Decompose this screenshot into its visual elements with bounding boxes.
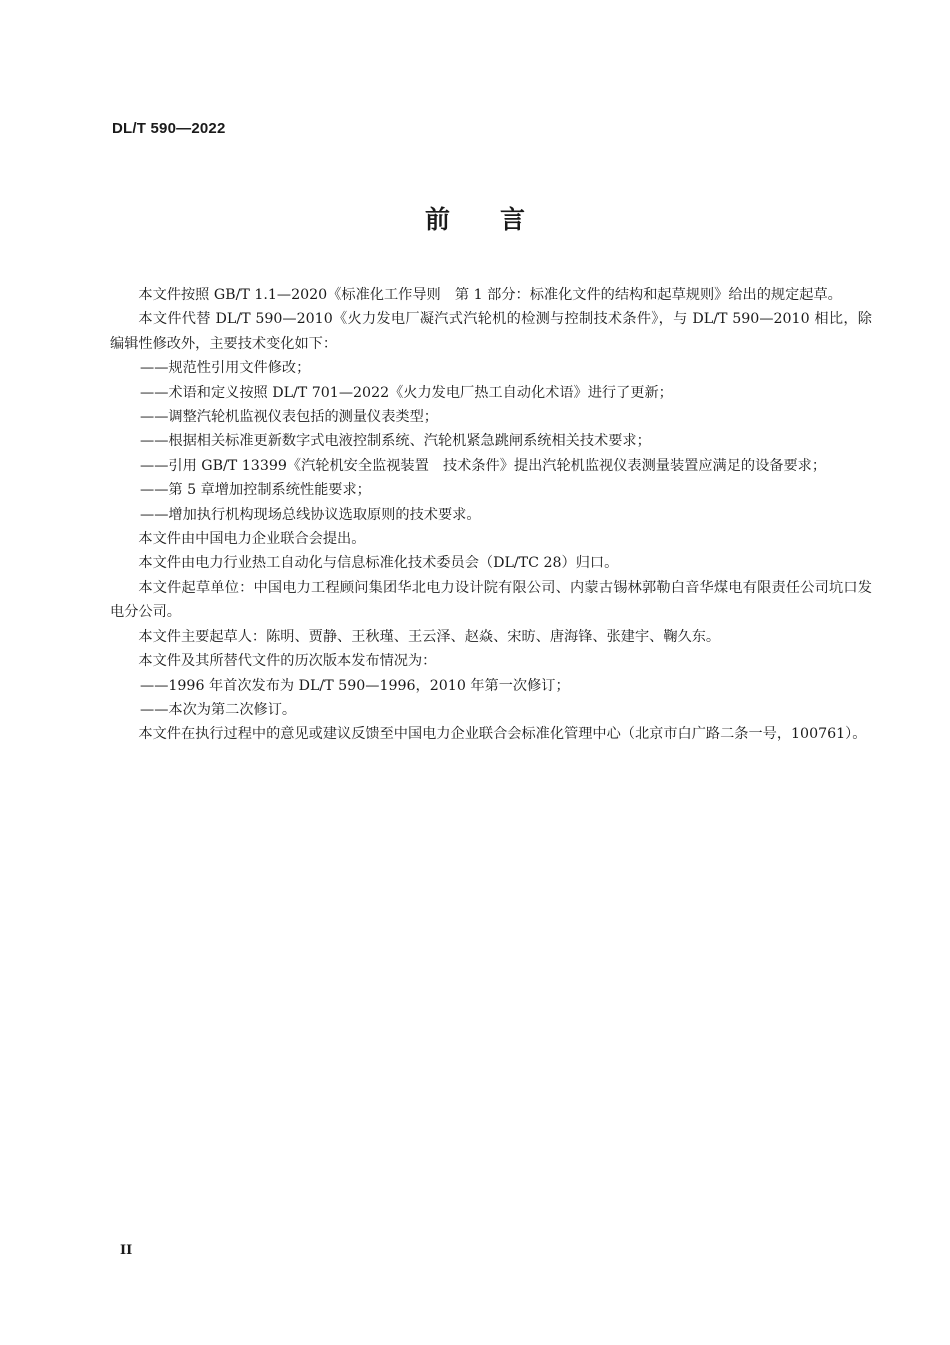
list-item: ——1996 年首次发布为 DL/T 590—1996，2010 年第一次修订； bbox=[140, 677, 570, 694]
list-item: ——本次为第二次修订。 bbox=[140, 701, 297, 718]
paragraph-committee: 本文件由电力行业热工自动化与信息标准化技术委员会（DL/TC 28）归口。 bbox=[138, 555, 619, 572]
paragraph-drafting-rules: 本文件按照 GB/T 1.1—2020《标准化工作导则 第 1 部分：标准化文件的结构和起草规则》给出的规定起草。 bbox=[138, 287, 842, 303]
page-title: 前言 bbox=[424, 205, 575, 234]
page-number: II bbox=[120, 1243, 133, 1258]
document-code: DL/T 590—2022 bbox=[112, 120, 226, 137]
list-item: ——根据相关标准更新数字式电液控制系统、汽轮机紧急跳闸系统相关技术要求； bbox=[140, 433, 651, 450]
list-item: ——增加执行机构现场总线协议选取原则的技术要求。 bbox=[140, 506, 481, 523]
list-item: ——第 5 章增加控制系统性能要求； bbox=[140, 482, 371, 499]
paragraph-proposer: 本文件由中国电力企业联合会提出。 bbox=[138, 531, 366, 548]
list-item: ——调整汽轮机监视仪表包括的测量仪表类型； bbox=[140, 409, 438, 426]
paragraph-drafters: 本文件主要起草人：陈明、贾静、王秋瑾、王云泽、赵焱、宋昉、唐海锋、张建宇、鞠久东。 bbox=[138, 628, 721, 645]
foreword-body bbox=[110, 283, 872, 747]
paragraph-history-intro: 本文件及其所替代文件的历次版本发布情况为： bbox=[138, 653, 437, 670]
list-item: ——规范性引用文件修改； bbox=[140, 360, 311, 377]
paragraph-feedback: 本文件在执行过程中的意见或建议反馈至中国电力企业联合会标准化管理中心（北京市白广路二条一号，100761）。 bbox=[138, 726, 867, 743]
paragraph-drafting-units: 本文件起草单位：中国电力工程顾问集团华北电力设计院有限公司、内蒙古锡林郭勒白音华煤电有限责任公司坑口发电分公司。 bbox=[110, 579, 872, 621]
list-item: ——引用 GB/T 13399《汽轮机安全监视装置 技术条件》提出汽轮机监视仪表测量装置应满足的设备要求； bbox=[140, 457, 827, 474]
list-item: ——术语和定义按照 DL/T 701—2022《火力发电厂热工自动化术语》进行了更新； bbox=[140, 384, 673, 401]
paragraph-replacement: 本文件代替 DL/T 590—2010《火力发电厂凝汽式汽轮机的检测与控制技术条件》，与 DL/T 590—2010 相比，除编辑性修改外，主要技术变化如下： bbox=[110, 311, 872, 352]
